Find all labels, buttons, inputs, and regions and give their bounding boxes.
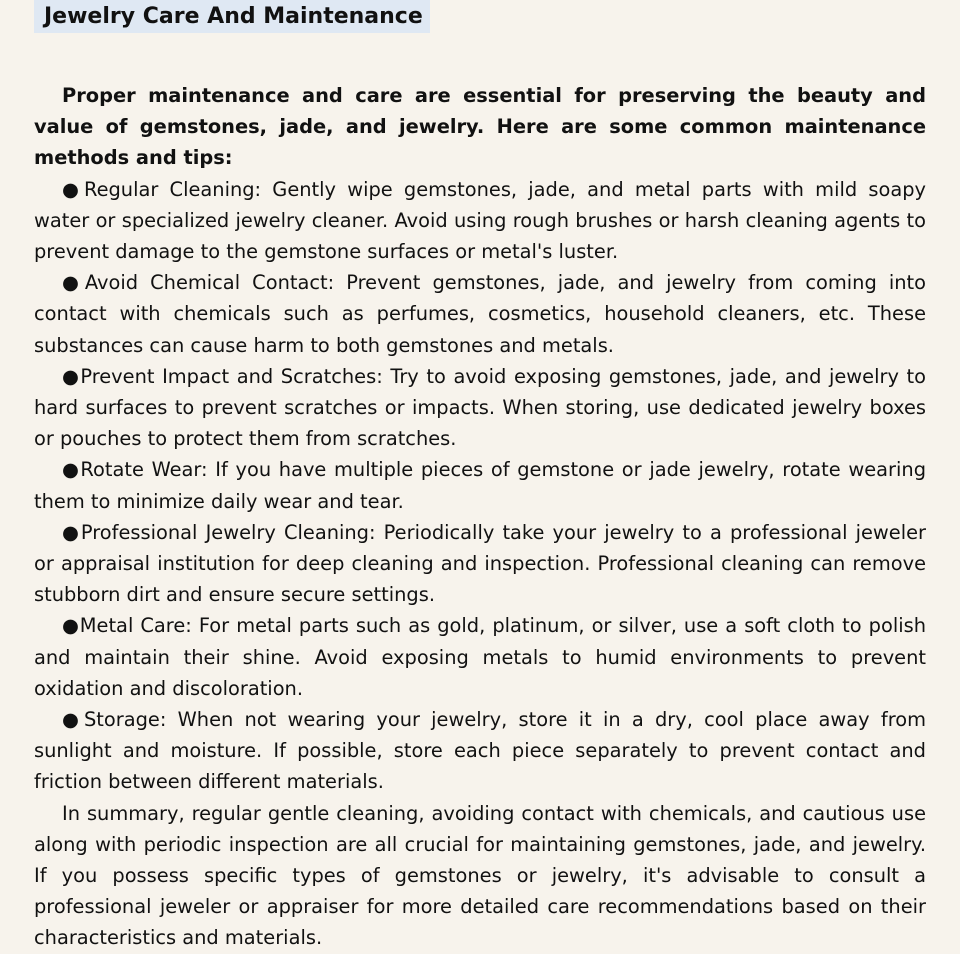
- tip-regular-cleaning: ●Regular Cleaning: Gently wipe gemstones, jade, and metal parts with mild soapy water or specialized jewelry cleaner. Avoid using rough brushes or harsh cleaning agents to prevent damage to the gemstone surfaces or metal's luster.: [34, 177, 926, 264]
- title-banner: [34, 0, 430, 33]
- summary-paragraph: In summary, regular gentle cleaning, avoiding contact with chemicals, and cautious use along with periodic inspection are all crucial for maintaining gemstones, jade, and jewelry. If you possess specific types of gemstones or jewelry, it's advisable to consult a professional jeweler or appraiser for more detailed care recommendations based on their characteristics and materials.: [34, 801, 926, 950]
- tip-metal-care: ●Metal Care: For metal parts such as gold, platinum, or silver, use a soft cloth to polish and maintain their shine. Avoid exposing metals to humid environments to prevent oxidation and discoloration.: [34, 614, 926, 700]
- page-title: Jewelry Care And Maintenance: [44, 4, 423, 29]
- tip-professional-cleaning: ●Professional Jewelry Cleaning: Periodically take your jewelry to a professional jeweler or appraisal institution for deep cleaning and inspection. Professional cleaning can remove stubborn dirt and ensure secure settings.: [34, 520, 926, 607]
- article-body: [34, 80, 926, 954]
- tip-avoid-chemical-contact: ●Avoid Chemical Contact: Prevent gemstones, jade, and jewelry from coming into contact with chemicals such as perfumes, cosmetics, household cleaners, etc. These substances can cause harm to both gemstones and metals.: [34, 271, 926, 357]
- tip-prevent-impact-scratches: ●Prevent Impact and Scratches: Try to avoid exposing gemstones, jade, and jewelry to hard surfaces to prevent scratches or impacts. When storing, use dedicated jewelry boxes or pouches to protect them from scratches.: [34, 364, 926, 451]
- intro-paragraph: Proper maintenance and care are essential for preserving the beauty and value of gemstones, jade, and jewelry. Here are some common maintenance methods and tips:: [34, 84, 926, 170]
- tip-storage: ●Storage: When not wearing your jewelry, store it in a dry, cool place away from sunlight and moisture. If possible, store each piece separately to prevent contact and friction between different materials.: [34, 708, 926, 794]
- tip-rotate-wear: ●Rotate Wear: If you have multiple pieces of gemstone or jade jewelry, rotate wearing them to minimize daily wear and tear.: [34, 458, 926, 513]
